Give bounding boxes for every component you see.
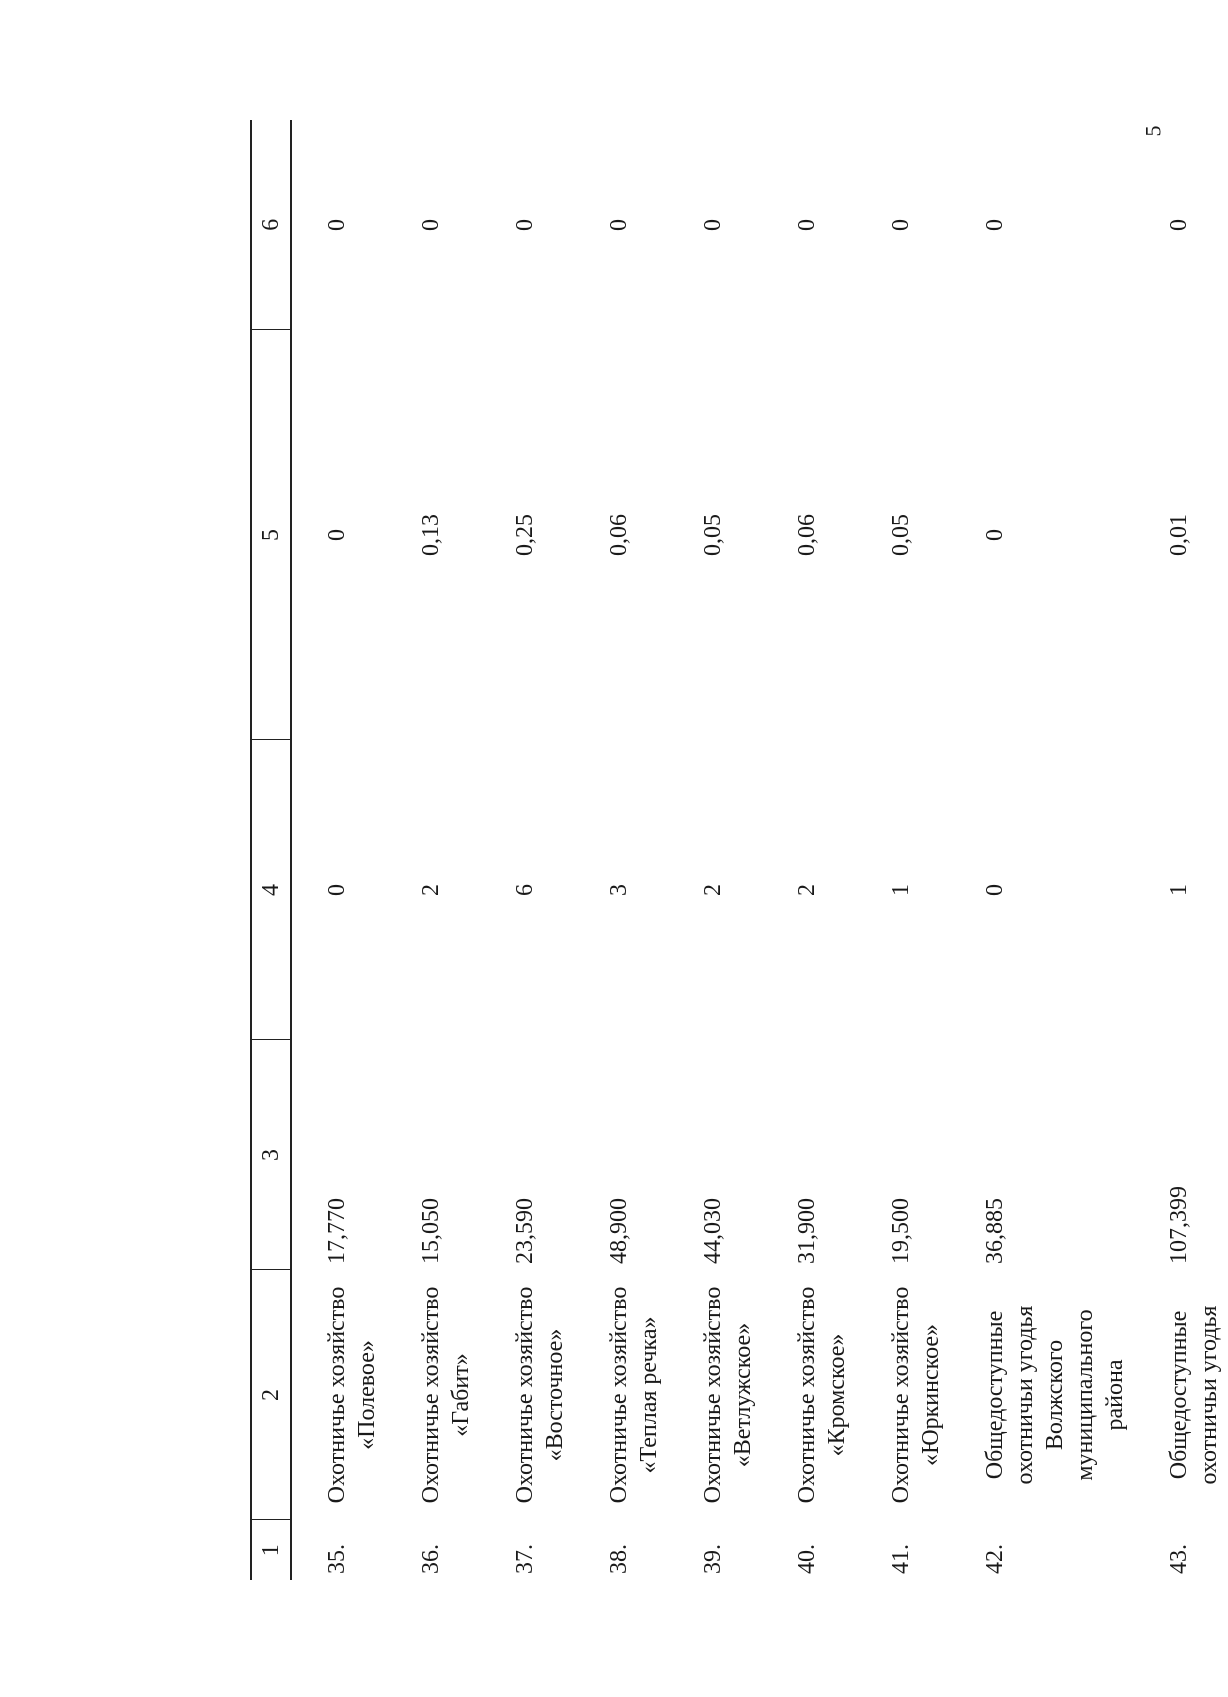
table-row	[386, 120, 480, 1580]
table-row	[762, 120, 856, 1580]
table-cell-c6: 0	[324, 219, 350, 231]
table-row	[856, 120, 950, 1580]
table-cell-n: 41.	[888, 1544, 914, 1574]
table-cell-c3: 31,900	[794, 1198, 820, 1264]
table-cell-c3: 15,050	[418, 1198, 444, 1264]
table-cell-c3: 19,500	[888, 1198, 914, 1264]
table-row	[574, 120, 668, 1580]
table-cell-c4: 2	[794, 884, 820, 896]
page-number: 5	[1140, 125, 1166, 137]
column-header: 5	[251, 330, 291, 740]
table-cell-n: 37.	[512, 1544, 538, 1574]
table-cell-name: Охотничье хозяйство «Восточное»	[512, 1286, 568, 1504]
table-cell-name: Охотничье хозяйство «Юркинское»	[888, 1286, 944, 1504]
table-header-row	[251, 120, 291, 1580]
table-cell-c4: 0	[982, 884, 1008, 896]
table-cell-n: 40.	[794, 1544, 820, 1574]
table-cell-c5: 0	[982, 529, 1008, 541]
table-cell-name: Общедоступные охотничьи угодья	[1166, 1305, 1222, 1485]
table-cell-c6: 0	[606, 219, 632, 231]
table-cell-c4: 3	[606, 884, 632, 896]
table-row	[668, 120, 762, 1580]
table-cell-n: 39.	[700, 1544, 726, 1574]
table-cell-c6: 0	[1166, 219, 1192, 231]
table-row	[950, 120, 1134, 1580]
table-cell-c5: 0,06	[606, 514, 632, 556]
table-row	[291, 120, 386, 1580]
table-cell-name: Охотничье хозяйство «Теплая речка»	[606, 1286, 662, 1504]
table-cell-name: Охотничье хозяйство «Полевое»	[324, 1286, 380, 1504]
table-cell-c6: 0	[700, 219, 726, 231]
column-header: 2	[251, 1270, 291, 1520]
table-cell-name: Охотничье хозяйство «Ветлужское»	[700, 1286, 756, 1504]
table-cell-c4: 6	[512, 884, 538, 896]
table-cell-c4: 1	[1166, 884, 1192, 896]
table-row	[1134, 120, 1228, 1580]
table-cell-c3: 17,770	[324, 1198, 350, 1264]
column-header: 3	[251, 1040, 291, 1270]
table-cell-c6: 0	[888, 219, 914, 231]
table-cell-n: 42.	[982, 1544, 1008, 1574]
table-cell-n: 36.	[418, 1544, 444, 1574]
table-cell-name: Охотничье хозяйство «Габит»	[418, 1286, 474, 1504]
table-cell-c3: 36,885	[982, 1198, 1008, 1264]
table-cell-c3: 23,590	[512, 1198, 538, 1264]
table-cell-name: Общедоступные охотничьи угодья Волжского муниципального района	[982, 1305, 1128, 1485]
table-cell-c5: 0,06	[794, 514, 820, 556]
table-cell-c3: 107,399	[1166, 1186, 1192, 1264]
table-cell-c5: 0,13	[418, 514, 444, 556]
table-cell-n: 43.	[1166, 1544, 1192, 1574]
table-cell-c3: 44,030	[700, 1198, 726, 1264]
table-cell-c4: 1	[888, 884, 914, 896]
table-cell-c4: 0	[324, 884, 350, 896]
table-cell-c5: 0,05	[700, 514, 726, 556]
table-row	[480, 120, 574, 1580]
table-cell-c6: 0	[418, 219, 444, 231]
column-header: 6	[251, 120, 291, 330]
table-cell-c4: 2	[700, 884, 726, 896]
table-cell-c5: 0,01	[1166, 514, 1192, 556]
rotated-page-content	[220, 100, 1222, 1600]
table-cell-c5: 0,25	[512, 514, 538, 556]
table-cell-c6: 0	[512, 219, 538, 231]
column-header: 4	[251, 740, 291, 1040]
table-cell-n: 35.	[324, 1544, 350, 1574]
table-cell-c6: 0	[982, 219, 1008, 231]
data-table	[250, 120, 1228, 1580]
table-cell-c5: 0,05	[888, 514, 914, 556]
table-cell-name: Охотничье хозяйство «Кромское»	[794, 1286, 850, 1504]
table-cell-c4: 2	[418, 884, 444, 896]
column-header: 1	[251, 1520, 291, 1580]
table-cell-c5: 0	[324, 529, 350, 541]
table-cell-c6: 0	[794, 219, 820, 231]
table-cell-n: 38.	[606, 1544, 632, 1574]
table-cell-c3: 48,900	[606, 1198, 632, 1264]
